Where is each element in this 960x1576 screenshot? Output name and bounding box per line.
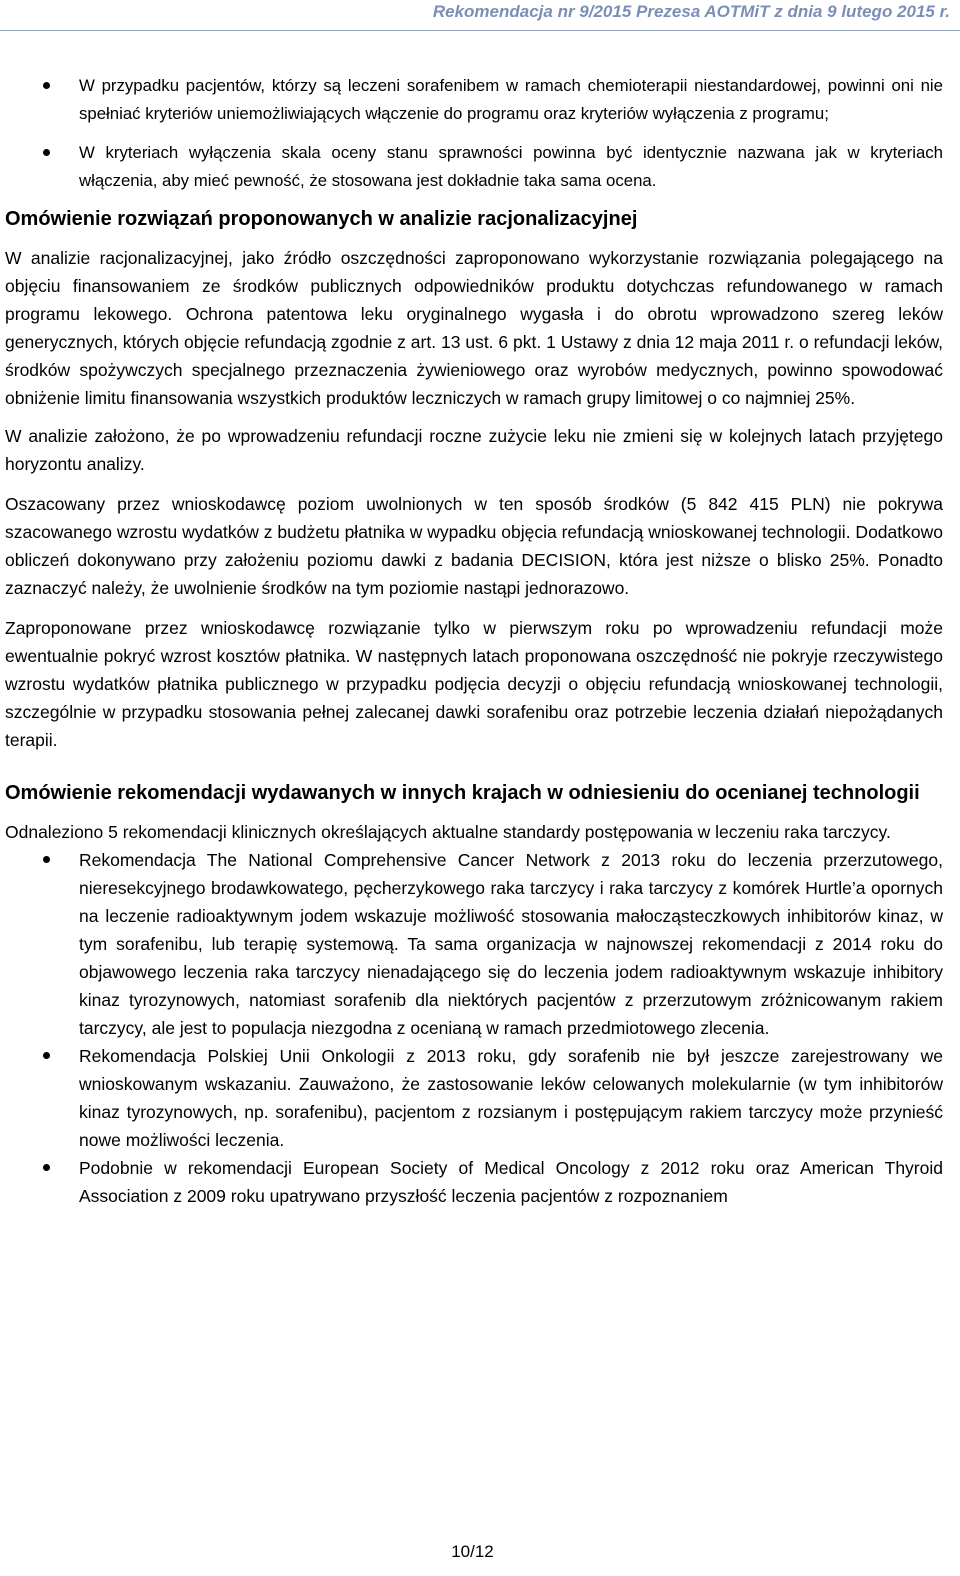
section-heading-rationalization: Omówienie rozwiązań proponowanych w analizie racjonalizacyjnej [5, 208, 638, 230]
paragraph: W analizie założono, że po wprowadzeniu refundacji roczne zużycie leku nie zmieni się w kolejnych latach przyjętego horyzontu analizy. [5, 426, 943, 474]
section-heading-recommendations: Omówienie rekomendacji wydawanych w innych krajach w odniesieniu do ocenianej technologii [5, 782, 920, 804]
header-divider [0, 30, 960, 31]
intro-bullet-list [5, 72, 943, 194]
list-item: W przypadku pacjentów, którzy są leczeni sorafenibem w ramach chemioterapii niestandardowej, powinni oni nie spełniać kryteriów uniemożliwiających włączenie do programu oraz kryteriów wyłączenia z programu; [5, 72, 943, 127]
list-item: Rekomendacja The National Comprehensive Cancer Network z 2013 roku do leczenia przerzutowego, nieresekcyjnego brodawkowatego, pęcherzykowego raka tarczycy i raka tarczycy z komórek Hurtle’a opornych na leczenie radioaktywnym jodem wskazuje możliwość stosowania małocząsteczkowych inhibitorów kinaz, w tym sorafenibu, lub terapię systemową. Ta sama organizacja w najnowszej rekomendacji z 2014 roku do objawowego leczenia raka tarczycy nienadającego się do leczenia jodem radioaktywnym wskazuje inhibitory kinaz tyrozynowych, natomiast sorafenib dla niektórych pacjentów z przerzutowym zróżnicowanym rakiem tarczycy, ale jest to populacja niezgodna z ocenianą w ramach przedmiotowego zlecenia. [5, 846, 943, 1042]
paragraph: W analizie racjonalizacyjnej, jako źródło oszczędności zaproponowano wykorzystanie rozwiązania polegającego na objęciu finansowaniem ze środków publicznych odpowiedników produktu dotychczas refundowanego w ramach programu lekowego. Ochrona patentowa leku oryginalnego wygasła i do obrotu wprowadzono szereg leków generycznych, których objęcie refundacją zgodnie z art. 13 ust. 6 pkt. 1 Ustawy z dnia 12 maja 2011 r. o refundacji leków, środków spożywczych specjalnego przeznaczenia żywieniowego oraz wyrobów medycznych, powinno spowodować obniżenie limitu finansowania wszystkich produktów leczniczych w ramach grupy limitowej o co najmniej 25%. [5, 248, 943, 408]
page-header: Rekomendacja nr 9/2015 Prezesa AOTMiT z dnia 9 lutego 2015 r. [432, 2, 950, 21]
list-item: Podobnie w rekomendacji European Society of Medical Oncology z 2012 roku oraz American Thyroid Association z 2009 roku upatrywano przyszłość leczenia pacjentów z rozpoznaniem [5, 1154, 943, 1210]
page-content [5, 72, 943, 1210]
list-item: W kryteriach wyłączenia skala oceny stanu sprawności powinna być identycznie nazwana jak w kryteriach włączenia, aby mieć pewność, że stosowana jest dokładnie taka sama ocena. [5, 139, 943, 194]
recommendations-bullet-list [5, 846, 943, 1210]
list-item: Rekomendacja Polskiej Unii Onkologii z 2013 roku, gdy sorafenib nie był jeszcze zarejestrowany we wnioskowanym wskazaniu. Zauważono, że zastosowanie leków celowanych molekularnie (w tym inhibitorów kinaz tyrozynowych, np. sorafenibu), pacjentom z rozsianym i postępującym rakiem tarczycy może przynieść nowe możliwości leczenia. [5, 1042, 943, 1154]
paragraph: Zaproponowane przez wnioskodawcę rozwiązanie tylko w pierwszym roku po wprowadzeniu refundacji może ewentualnie pokryć wzrost kosztów płatnika. W następnych latach proponowana oszczędność nie pokryje rzeczywistego wzrostu wydatków płatnika publicznego w przypadku podjęcia decyzji o objęciu refundacją wnioskowanej technologii, szczególnie w przypadku stosowania pełnej zalecanej dawki sorafenibu oraz potrzebie leczenia działań niepożądanych terapii. [5, 618, 943, 750]
page-number: 10/12 [451, 1542, 494, 1561]
paragraph: Odnaleziono 5 rekomendacji klinicznych określających aktualne standardy postępowania w leczeniu raka tarczycy. [5, 822, 891, 842]
paragraph: Oszacowany przez wnioskodawcę poziom uwolnionych w ten sposób środków (5 842 415 PLN) nie pokrywa szacowanego wzrostu wydatków z budżetu płatnika w wypadku objęcia refundacją wnioskowanej technologii. Dodatkowo obliczeń dokonywano przy założeniu poziomu dawki z badania DECISION, która jest niższe o blisko 25%. Ponadto zaznaczyć należy, że uwolnienie środków na tym poziomie nastąpi jednorazowo. [5, 494, 943, 598]
